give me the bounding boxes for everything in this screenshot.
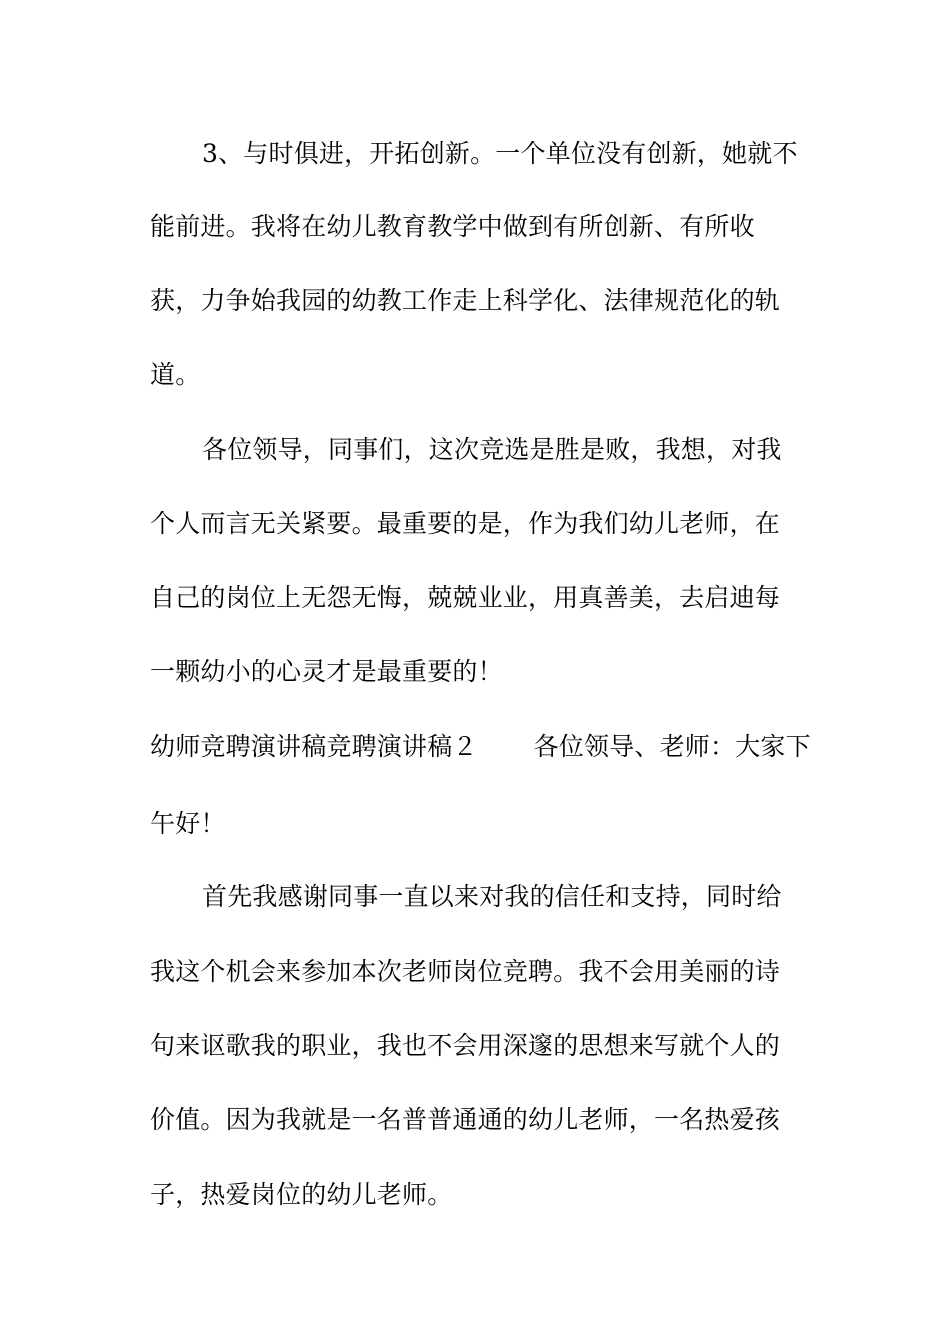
paragraph-line: 自己的岗位上无怨无悔，兢兢业业，用真善美，去启迪每 (150, 583, 781, 612)
paragraph-line: 各位领导，同事们，这次竞选是胜是败，我想，对我 (202, 435, 782, 464)
paragraph-line: 一颗幼小的心灵才是最重要的！ (150, 657, 503, 686)
paragraph-line: 个人而言无关紧要。最重要的是，作为我们幼儿老师，在 (150, 509, 781, 538)
paragraph-line: 3、与时俱进，开拓创新。一个单位没有创新，她就不 (202, 139, 798, 168)
heading-greeting: 各位领导、老师：大家下 (533, 732, 811, 761)
paragraph-line: 午好！ (150, 809, 226, 838)
paragraph-line: 能前进。我将在幼儿教育教学中做到有所创新、有所收 (150, 212, 755, 241)
paragraph-line: 获，力争始我园的幼教工作走上科学化、法律规范化的轨 (150, 286, 781, 315)
paragraph-line: 价值。因为我就是一名普普通通的幼儿老师，一名热爱孩 (150, 1105, 781, 1134)
section-heading (150, 732, 811, 762)
paragraph-line: 子，热爱岗位的幼儿老师。 (150, 1180, 453, 1209)
paragraph-line: 首先我感谢同事一直以来对我的信任和支持，同时给 (202, 882, 782, 911)
paragraph-line: 句来讴歌我的职业，我也不会用深邃的思想来写就个人的 (150, 1031, 781, 1060)
paragraph-line: 道。 (150, 360, 201, 389)
paragraph-line: 我这个机会来参加本次老师岗位竞聘。我不会用美丽的诗 (150, 957, 781, 986)
heading-title: 幼师竞聘演讲稿竞聘演讲稿２ (150, 732, 478, 761)
